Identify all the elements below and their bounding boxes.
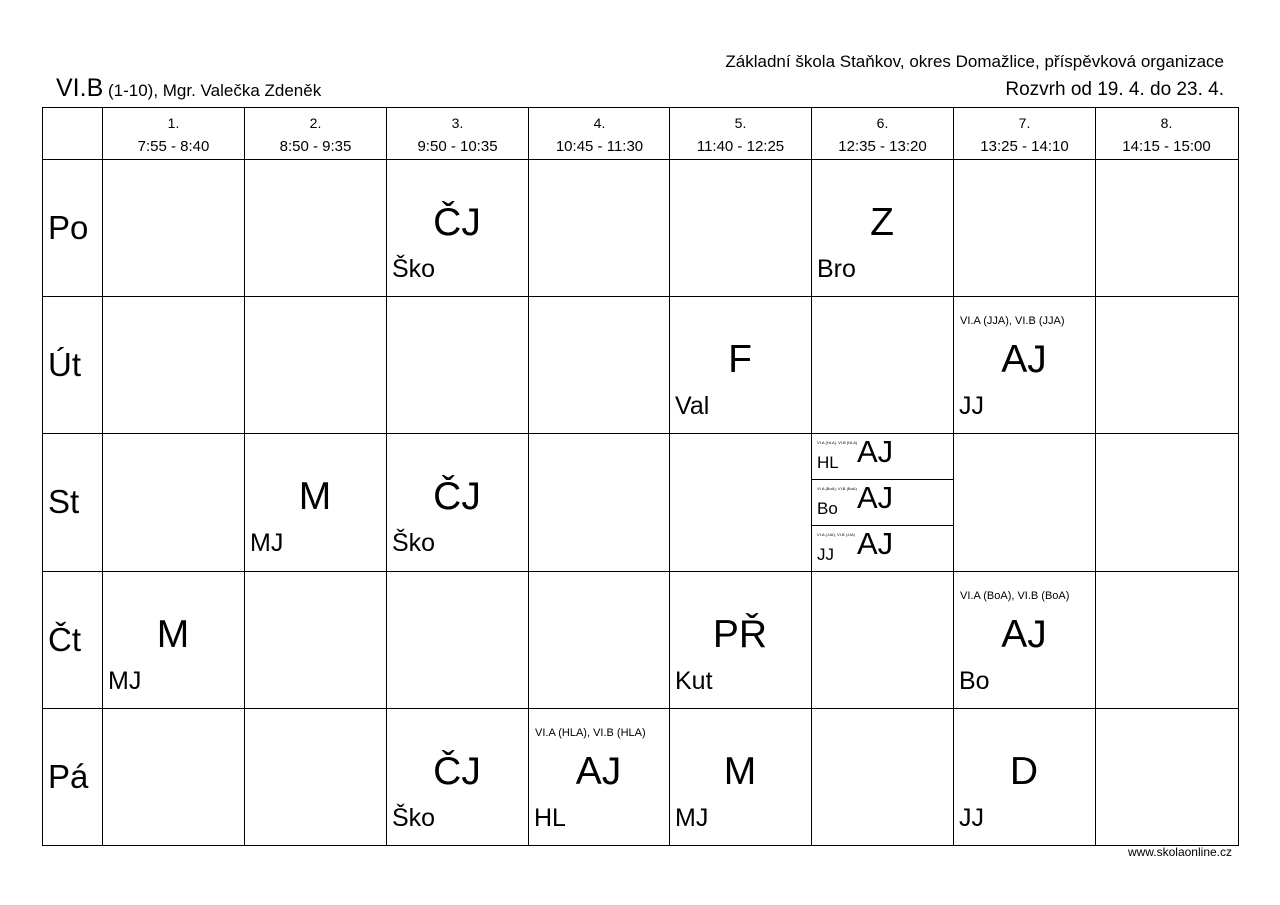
- period-number: 2.: [309, 115, 322, 131]
- period-time: 7:55 - 8:40: [137, 138, 210, 155]
- grid-line-horizontal: [42, 433, 1239, 434]
- grid-line-vertical: [669, 107, 670, 846]
- period-time: 11:40 - 12:25: [696, 138, 785, 155]
- group-label: VI.A (BoA), VI.B (BoA): [960, 590, 1070, 602]
- period-number: 6.: [876, 115, 889, 131]
- subject-label: M: [723, 750, 757, 793]
- grid-line-horizontal: [42, 107, 1239, 108]
- subject-label: AJ: [575, 750, 622, 793]
- teacher-label: Ško: [392, 529, 436, 557]
- grid-line-horizontal: [42, 845, 1239, 846]
- period-time: 10:45 - 11:30: [555, 138, 644, 155]
- subject-label: ČJ: [433, 201, 481, 244]
- subject-label: ČJ: [433, 475, 481, 518]
- day-label: Út: [48, 346, 81, 383]
- period-number: 1.: [167, 115, 180, 131]
- day-label: Po: [48, 209, 89, 246]
- subject-label: PŘ: [712, 613, 768, 656]
- period-time: 12:35 - 13:20: [838, 138, 927, 155]
- period-number: 3.: [451, 115, 464, 131]
- footer-url: www.skolaonline.cz: [1127, 845, 1232, 859]
- teacher-label: Ško: [392, 255, 436, 283]
- subject-label: Z: [870, 201, 894, 244]
- grid-line-vertical: [102, 107, 103, 846]
- class-name: VI.B: [56, 74, 104, 102]
- school-name: Základní škola Staňkov, okres Domažlice, příspěvková organizace: [725, 52, 1224, 71]
- group-label: VI.A (JJA), VI.B (JJA): [817, 532, 856, 537]
- teacher-label: MJ: [675, 804, 709, 832]
- subject-label: M: [156, 613, 190, 656]
- subject-label: AJ: [1001, 613, 1047, 656]
- teacher-label: Bo: [817, 499, 838, 518]
- grid-line-horizontal: [42, 296, 1239, 297]
- teacher-label: MJ: [250, 529, 284, 557]
- day-label: St: [48, 483, 80, 520]
- period-time: 13:25 - 14:10: [980, 138, 1069, 155]
- period-number: 4.: [593, 115, 606, 131]
- class-detail: (1-10), Mgr. Valečka Zdeněk: [103, 81, 322, 100]
- grid-line-horizontal: [42, 159, 1239, 160]
- period-time: 14:15 - 15:00: [1122, 138, 1211, 155]
- timetable-grid: [42, 107, 1239, 846]
- period-number: 5.: [734, 115, 747, 131]
- subject-label: AJ: [857, 526, 894, 561]
- day-label: Pá: [48, 758, 89, 795]
- grid-line-vertical: [953, 107, 954, 846]
- class-title: [56, 74, 321, 103]
- teacher-label: Kut: [675, 667, 713, 695]
- teacher-label: JJ: [817, 545, 834, 564]
- grid-line-horizontal: [42, 571, 1239, 572]
- subject-label: AJ: [857, 480, 894, 515]
- subject-label: D: [1009, 750, 1039, 793]
- group-label: VI.A (JJA), VI.B (JJA): [960, 315, 1065, 327]
- subject-label: AJ: [857, 434, 894, 469]
- teacher-label: Bro: [817, 255, 856, 283]
- period-time: 9:50 - 10:35: [417, 138, 498, 155]
- teacher-label: JJ: [959, 392, 984, 420]
- group-label: VI.A (HLA), VI.B (HLA): [535, 727, 646, 739]
- subject-label: F: [728, 338, 752, 381]
- subject-label: ČJ: [433, 750, 481, 793]
- subject-label: AJ: [1001, 338, 1047, 381]
- period-number: 8.: [1160, 115, 1173, 131]
- teacher-label: Val: [675, 392, 710, 420]
- grid-line-horizontal: [42, 708, 1239, 709]
- teacher-label: JJ: [959, 804, 984, 832]
- group-label: VI.A (BoA), VI.B (BoA): [817, 486, 857, 491]
- period-time: 8:50 - 9:35: [279, 138, 352, 155]
- grid-line-vertical: [1238, 107, 1239, 846]
- date-range: Rozvrh od 19. 4. do 23. 4.: [1005, 79, 1224, 100]
- day-label: Čt: [48, 621, 81, 658]
- period-number: 7.: [1018, 115, 1031, 131]
- grid-line-vertical: [1095, 107, 1096, 846]
- teacher-label: MJ: [108, 667, 142, 695]
- grid-line-vertical: [528, 107, 529, 846]
- teacher-label: Bo: [959, 667, 990, 695]
- group-label: VI.A (HLA), VI.B (HLA): [817, 440, 858, 445]
- grid-line-vertical: [42, 107, 43, 846]
- teacher-label: HL: [534, 804, 566, 832]
- teacher-label: Ško: [392, 804, 436, 832]
- teacher-label: HL: [817, 453, 839, 472]
- subject-label: M: [298, 475, 332, 518]
